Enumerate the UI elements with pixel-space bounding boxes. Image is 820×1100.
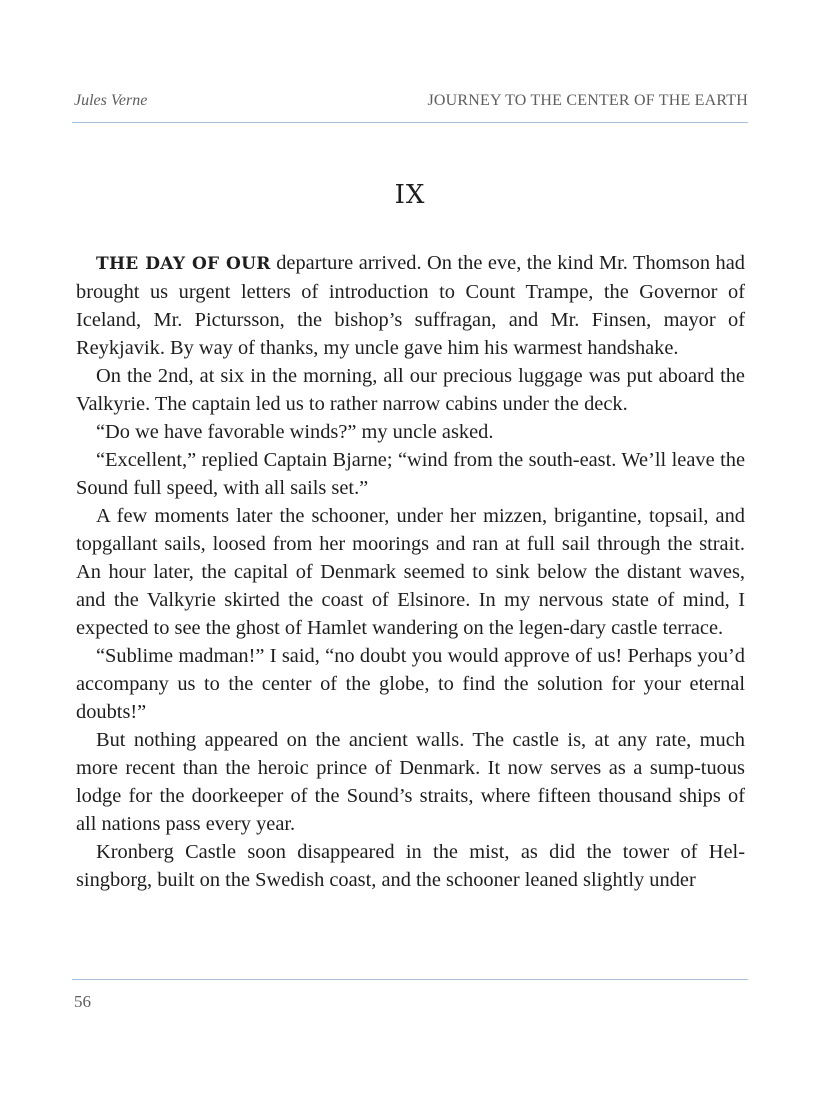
paragraph: “Sublime madman!” I said, “no doubt you would approve of us! Perhaps you’d accompany us to the center of the globe, to find the solution for your eternal doubts!” (76, 645, 745, 723)
paragraph-text: departure arrived. On the eve, the kind Mr. Thomson had brought us urgent letters of introduction to Count Trampe, the Governor of Iceland, Mr. Pictursson, the bishop’s suffragan, and Mr. Finsen, mayor of Reykjavik. By way of thanks, my uncle gave him his warmest handshake. (76, 252, 745, 359)
paragraph: “Do we have favorable winds?” my uncle asked. (96, 421, 494, 443)
paragraph: A few moments later the schooner, under her mizzen, brigantine, topsail, and topgallant sails, loosed from her moorings and ran at full sail through the strait. An hour later, the capital of Denmark seemed to sink below the distant waves, and the Valkyrie skirted the coast of Elsinore. In my nervous state of mind, I expected to see the ghost of Hamlet wandering on the legen-dary castle terrace. (76, 505, 745, 639)
page-number: 56 (74, 992, 91, 1011)
chapter-heading: IX (394, 180, 426, 210)
footer-rule (72, 979, 748, 980)
paragraph-lead-in: THE DAY OF OUR (96, 254, 271, 274)
paragraph: But nothing appeared on the ancient walls. The castle is, at any rate, much more recent than the heroic prince of Denmark. It now serves as a sump-tuous lodge for the doorkeeper of the Sound’s straits, where fifteen thousand ships of all nations pass every year. (76, 729, 745, 835)
running-header (74, 92, 748, 114)
header-book-title: JOURNEY TO THE CENTER OF THE EARTH (427, 92, 748, 109)
header-author: Jules Verne (74, 92, 148, 109)
header-rule (72, 122, 748, 123)
paragraph: Kronberg Castle soon disappeared in the mist, as did the tower of Hel-singborg, built on the Swedish coast, and the schooner leaned slightly under (76, 841, 745, 891)
body-text (76, 249, 745, 894)
paragraph: On the 2nd, at six in the morning, all our precious luggage was put aboard the Valkyrie. The captain led us to rather narrow cabins under the deck. (76, 365, 745, 415)
paragraph: “Excellent,” replied Captain Bjarne; “wind from the south-east. We’ll leave the Sound full speed, with all sails set.” (76, 449, 745, 499)
paragraph (76, 249, 745, 362)
